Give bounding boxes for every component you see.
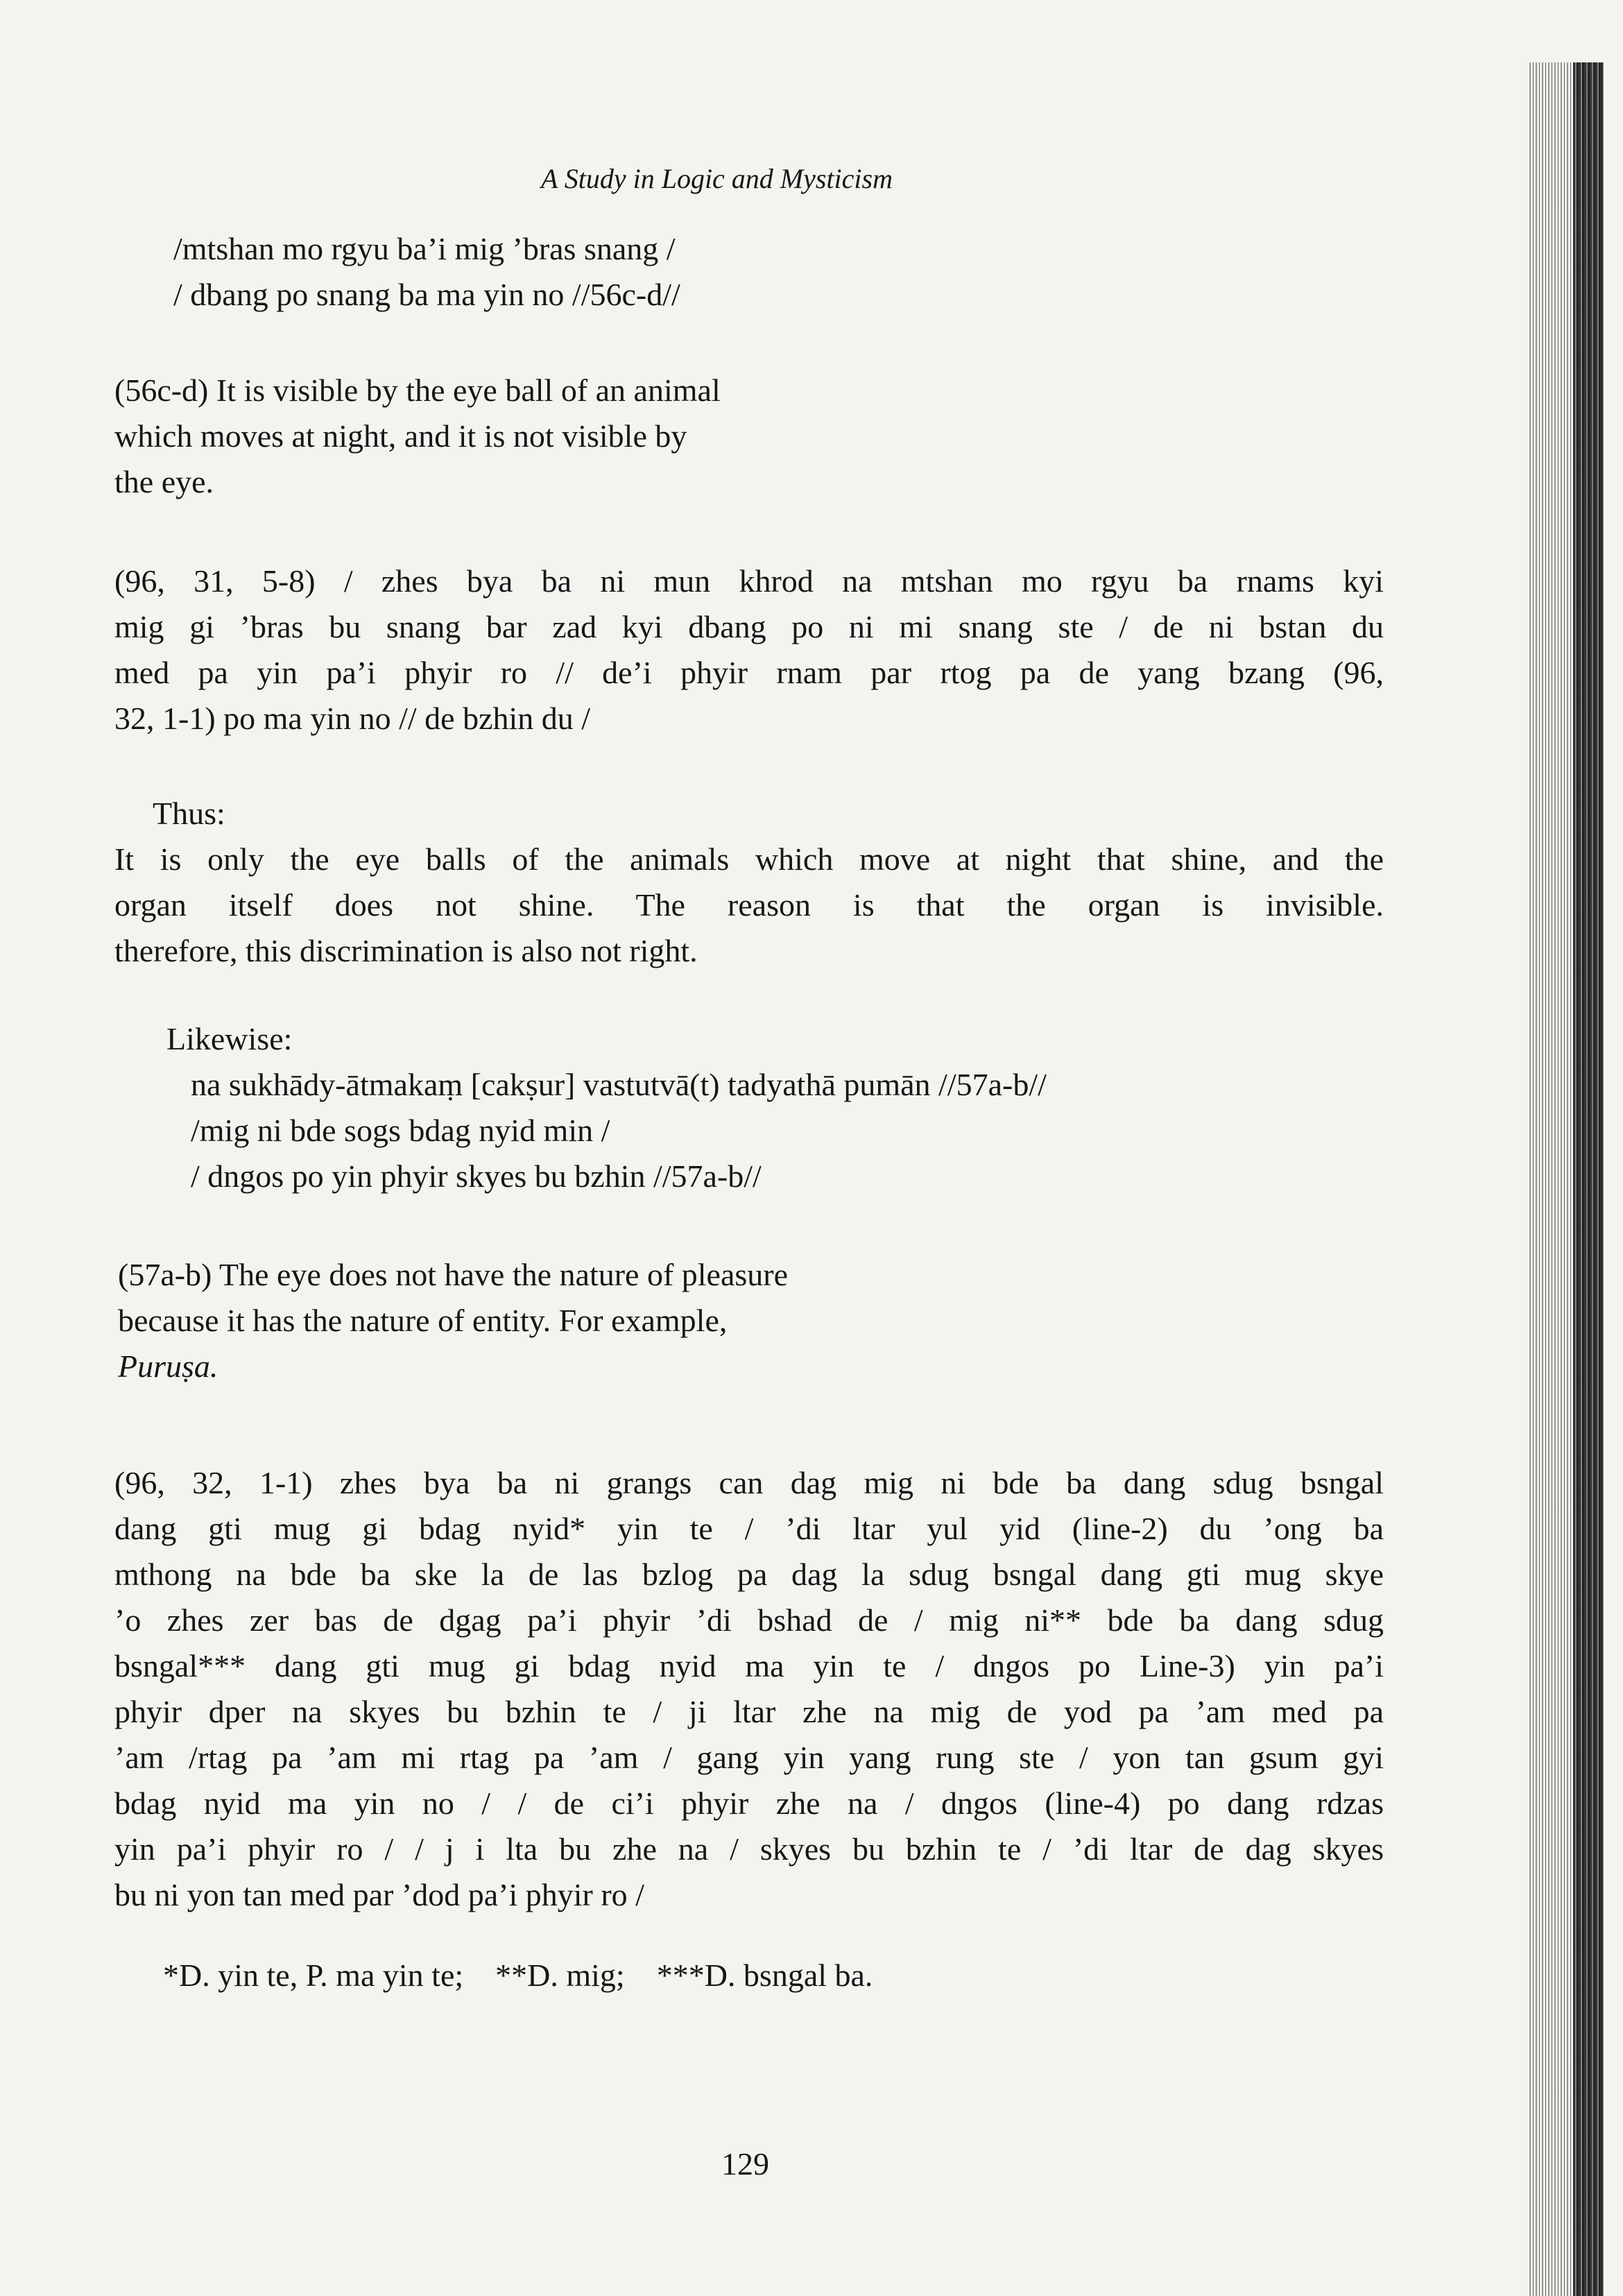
commentary-96-31 — [114, 558, 1384, 742]
commentary-line: bsngal*** dang gti mug gi bdag nyid ma yin te / dngos po Line-3) yin pa’i — [114, 1648, 1384, 1684]
translation-line: (57a-b) The eye does not have the nature of pleasure — [118, 1257, 789, 1292]
page-number: 129 — [721, 2146, 769, 2182]
paragraph-line: therefore, this discrimination is also not right. — [114, 933, 698, 968]
commentary-line: ’o zhes zer bas de dgag pa’i phyir ’di bshad de / mig ni** bde ba dang sdug — [114, 1602, 1384, 1638]
commentary-line: yin pa’i phyir ro / / j i lta bu zhe na / skyes bu bzhin te / ’di ltar de dag skyes — [114, 1831, 1384, 1867]
commentary-line: (96, 32, 1-1) zhes bya ba ni grangs can dag mig ni bde ba dang sdug bsngal — [114, 1465, 1384, 1500]
verse-56cd — [173, 226, 680, 318]
verse-line: / dngos po yin phyir skyes bu bzhin //57a-b// — [191, 1158, 762, 1194]
commentary-line: phyir dper na skyes bu bzhin te / ji ltar zhe na mig de yod pa ’am med pa — [114, 1694, 1384, 1729]
translation-line: because it has the nature of entity. For example, — [118, 1303, 728, 1338]
translation-57ab — [118, 1252, 788, 1389]
footnote: *D. yin te, P. ma yin te; **D. mig; ***D. bsngal ba. — [163, 1957, 873, 1993]
verse-line: /mtshan mo rgyu ba’i mig ’bras snang / — [173, 231, 676, 266]
commentary-96-32 — [114, 1460, 1384, 1918]
commentary-line: med pa yin pa’i phyir ro // de’i phyir rnam par rtog pa de yang bzang (96, — [114, 655, 1384, 690]
paragraph-line: organ itself does not shine. The reason is that the organ is invisible. — [114, 887, 1384, 923]
translation-line-italic: Puruṣa. — [118, 1348, 218, 1384]
commentary-line: mthong na bde ba ske la de las bzlog pa dag la sdug bsngal dang gti mug skye — [114, 1557, 1384, 1592]
commentary-line: bdag nyid ma yin no / / de ci’i phyir zhe na / dngos (line-4) po dang rdzas — [114, 1785, 1384, 1821]
commentary-line: dang gti mug gi bdag nyid* yin te / ’di ltar yul yid (line-2) du ’ong ba — [114, 1511, 1384, 1546]
running-head: A Study in Logic and Mysticism — [541, 163, 893, 194]
thus-paragraph — [114, 837, 1384, 974]
commentary-line: 32, 1-1) po ma yin no // de bzhin du / — [114, 701, 591, 736]
commentary-line: bu ni yon tan med par ’dod pa’i phyir ro / — [114, 1877, 644, 1912]
translation-56cd — [114, 368, 721, 505]
commentary-line: mig gi ’bras bu snang bar zad kyi dbang po ni mi snang ste / de ni bstan du — [114, 609, 1384, 644]
book-spine-shadow — [1573, 62, 1604, 2296]
commentary-line: (96, 31, 5-8) / zhes bya ba ni mun khrod na mtshan mo rgyu ba rnams kyi — [114, 563, 1384, 599]
commentary-line: ’am /rtag pa ’am mi rtag pa ’am / gang yin yang rung ste / yon tan gsum gyi — [114, 1740, 1384, 1775]
verse-line: na sukhādy-ātmakaṃ [cakṣur] vastutvā(t) tadyathā pumān //57a-b// — [191, 1067, 1047, 1102]
paragraph-line: It is only the eye balls of the animals which move at night that shine, and the — [114, 841, 1384, 877]
thus-label: Thus: — [153, 796, 225, 831]
translation-line: which moves at night, and it is not visible by — [114, 418, 687, 454]
verse-57ab — [191, 1062, 1047, 1199]
translation-line: the eye. — [114, 464, 214, 499]
translation-line: (56c-d) It is visible by the eye ball of an animal — [114, 372, 721, 408]
verse-line: / dbang po snang ba ma yin no //56c-d// — [173, 277, 680, 312]
likewise-label: Likewise: — [166, 1021, 293, 1056]
verse-line: /mig ni bde sogs bdag nyid min / — [191, 1113, 610, 1148]
